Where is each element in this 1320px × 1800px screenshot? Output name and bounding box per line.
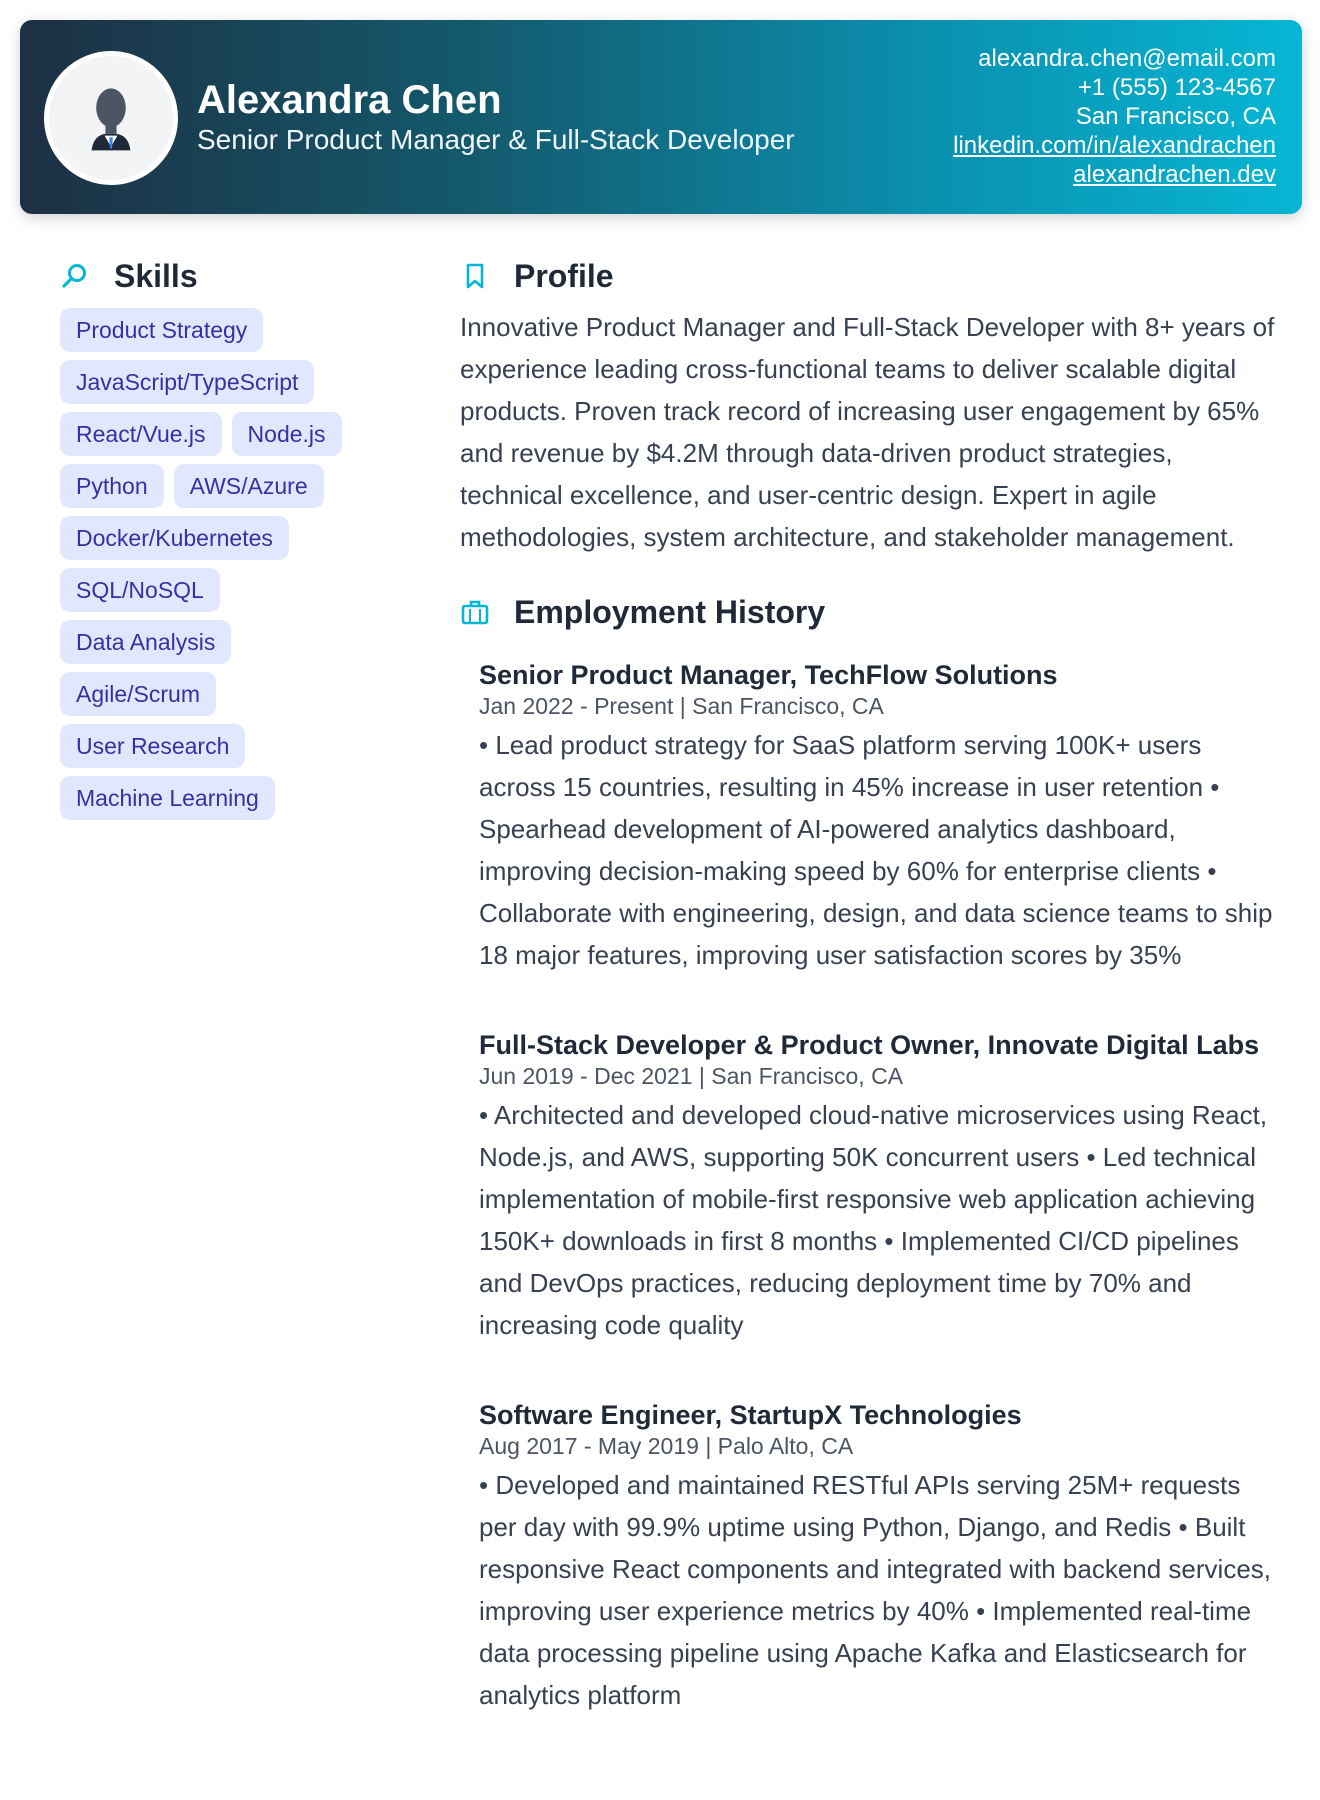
search-icon	[60, 261, 90, 291]
contact-block	[953, 44, 1276, 189]
linkedin-link[interactable]: linkedin.com/in/alexandrachen	[953, 132, 1276, 159]
job-entry	[479, 1400, 1280, 1716]
employment-heading: Employment History	[514, 593, 826, 630]
contact-location: San Francisco, CA	[1075, 103, 1276, 130]
skill-chip: Product Strategy	[60, 308, 263, 352]
job-description: • Architected and developed cloud-native microservices using React, Node.js, and AWS, supporting 50K concurrent users • Led technical implementation of mobile-first responsive web application achieving 150K+ downloads in first 8 months • Implemented CI/CD pipelines and DevOps practices, reducing deployment time by 70% and increasing code quality	[479, 1100, 1268, 1340]
skill-chip: Agile/Scrum	[60, 672, 216, 716]
profile-heading: Profile	[514, 257, 614, 294]
profile-summary: Innovative Product Manager and Full-Stack Developer with 8+ years of experience leading cross-functional teams to deliver scalable digital products. Proven track record of increasing user engagement by 65% and revenue by $4.2M through data-driven product strategies, technical excellence, and user-centric design. Expert in agile methodologies, system architecture, and stakeholder management.	[460, 312, 1275, 552]
job-dates-location: Jun 2019 - Dec 2021 | San Francisco, CA	[479, 1063, 904, 1089]
job-description: • Lead product strategy for SaaS platform serving 100K+ users across 15 countries, resulting in 45% increase in user retention • Spearhead development of AI-powered analytics dashboard, improving decision-making speed by 60% for enterprise clients • Collaborate with engineering, design, and data science teams to ship 18 major features, improving user satisfaction scores by 35%	[479, 730, 1273, 970]
bookmark-icon	[460, 261, 490, 291]
skills-heading: Skills	[114, 257, 198, 294]
sidebar	[60, 256, 390, 820]
job-entry	[479, 660, 1280, 976]
contact-phone: +1 (555) 123-4567	[1077, 74, 1276, 101]
skill-chip: Machine Learning	[60, 776, 275, 820]
job-title: Software Engineer, StartupX Technologies	[479, 1400, 1022, 1430]
skills-heading-row	[60, 256, 390, 296]
main-content	[460, 256, 1280, 1770]
employment-heading-row	[460, 592, 1280, 632]
candidate-title: Senior Product Manager & Full-Stack Developer	[197, 124, 795, 155]
contact-email[interactable]: alexandra.chen@email.com	[978, 45, 1276, 72]
skill-chip: Data Analysis	[60, 620, 231, 664]
skills-list	[60, 308, 360, 820]
job-dates-location: Jan 2022 - Present | San Francisco, CA	[479, 693, 884, 719]
job-title: Senior Product Manager, TechFlow Solutions	[479, 660, 1058, 690]
job-dates-location: Aug 2017 - May 2019 | Palo Alto, CA	[479, 1433, 854, 1459]
job-title: Full-Stack Developer & Product Owner, Innovate Digital Labs	[479, 1030, 1260, 1060]
skill-chip: SQL/NoSQL	[60, 568, 220, 612]
skill-chip: Python	[60, 464, 164, 508]
job-entry	[479, 1030, 1280, 1346]
skill-chip: Docker/Kubernetes	[60, 516, 289, 560]
resume-header	[20, 20, 1302, 214]
job-list	[479, 660, 1280, 1716]
job-description: • Developed and maintained RESTful APIs serving 25M+ requests per day with 99.9% uptime using Python, Django, and Redis • Built responsive React components and integrated with backend services, improving user experience metrics by 40% • Implemented real-time data processing pipeline using Apache Kafka and Elasticsearch for analytics platform	[479, 1470, 1271, 1710]
website-link[interactable]: alexandrachen.dev	[1073, 161, 1276, 188]
skill-chip: Node.js	[232, 412, 342, 456]
profile-heading-row	[460, 256, 1280, 296]
skill-chip: AWS/Azure	[174, 464, 324, 508]
skill-chip: React/Vue.js	[60, 412, 222, 456]
person-icon	[49, 56, 173, 180]
skill-chip: JavaScript/TypeScript	[60, 360, 314, 404]
candidate-name: Alexandra Chen	[197, 78, 502, 122]
skill-chip: User Research	[60, 724, 245, 768]
avatar	[44, 51, 178, 185]
briefcase-icon	[460, 597, 490, 627]
